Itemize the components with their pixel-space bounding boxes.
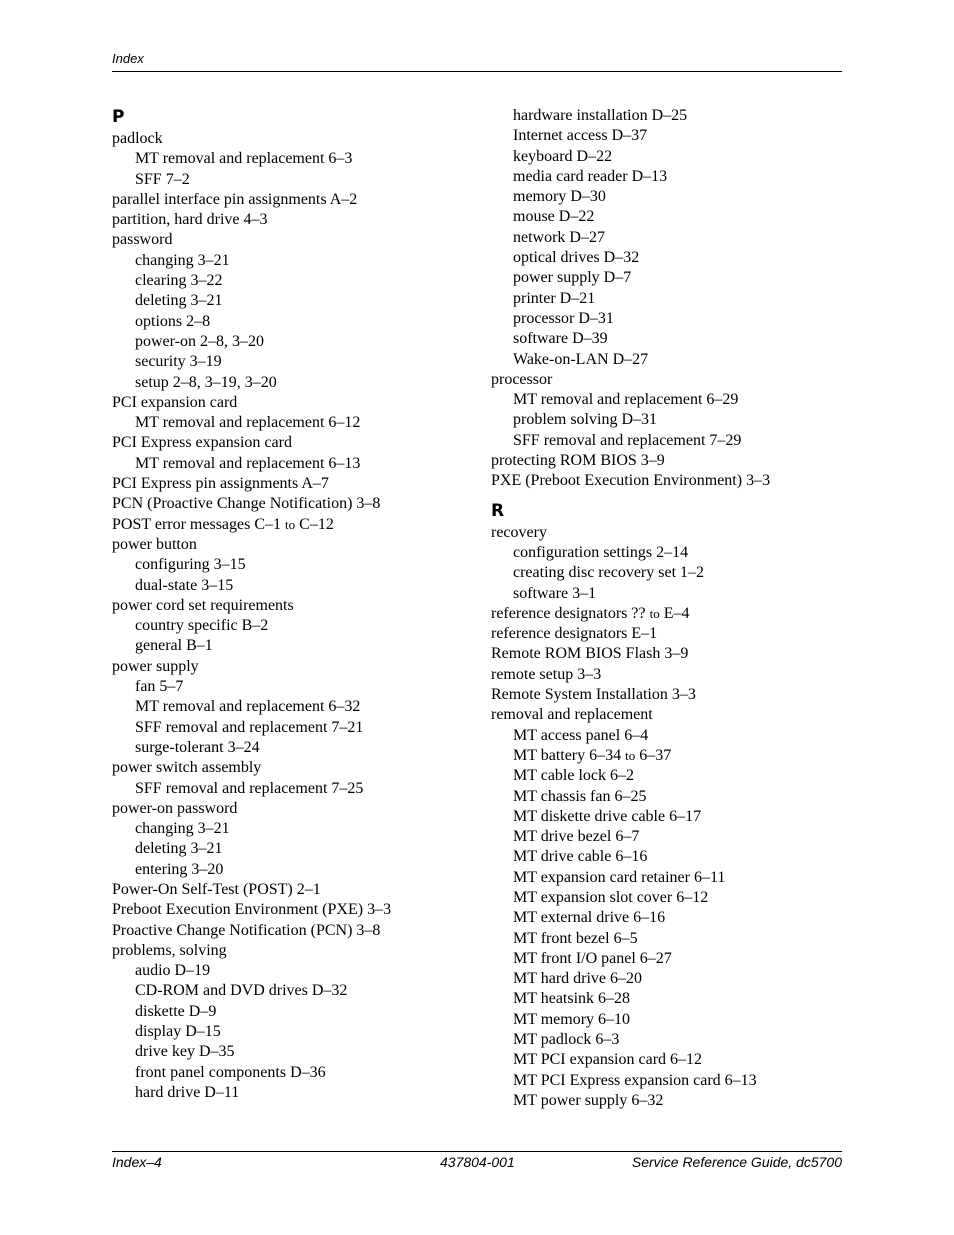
index-subentry: display D–15 [135, 1023, 221, 1041]
index-subentry: SFF removal and replacement 7–25 [135, 779, 364, 797]
index-subentry: power-on 2–8, 3–20 [135, 332, 264, 350]
index-subentry: MT PCI expansion card 6–12 [513, 1051, 703, 1069]
index-subentry: MT removal and replacement 6–12 [135, 414, 361, 432]
index-subentry: front panel components D–36 [135, 1063, 326, 1081]
index-subentry: MT padlock 6–3 [513, 1031, 620, 1049]
document-title: Service Reference Guide, dc5700 [631, 1154, 842, 1170]
index-subentry: MT removal and replacement 6–3 [135, 150, 353, 168]
index-entry: PCN (Proactive Change Notification) 3–8 [112, 495, 381, 513]
running-header: Index [112, 51, 144, 66]
index-subentry: Internet access D–37 [513, 127, 648, 145]
index-subentry: SFF removal and replacement 7–21 [135, 718, 364, 736]
index-entry: partition, hard drive 4–3 [112, 211, 268, 229]
index-entry: remote setup 3–3 [491, 665, 602, 683]
index-subentry: MT diskette drive cable 6–17 [513, 807, 702, 825]
index-subentry: dual-state 3–15 [135, 576, 234, 594]
index-subentry: MT access panel 6–4 [513, 726, 649, 744]
index-subentry: MT expansion slot cover 6–12 [513, 888, 709, 906]
index-entry: PCI Express expansion card [112, 434, 292, 452]
index-entry: power button [112, 535, 197, 553]
index-subentry: diskette D–9 [135, 1002, 217, 1020]
index-subentry: media card reader D–13 [513, 167, 668, 185]
index-subentry: surge-tolerant 3–24 [135, 738, 260, 756]
range-end: C–12 [299, 515, 334, 533]
index-subentry: keyboard D–22 [513, 147, 613, 165]
index-subentry: MT drive bezel 6–7 [513, 828, 640, 846]
index-subentry: CD-ROM and DVD drives D–32 [135, 982, 348, 1000]
index-entry: padlock [112, 130, 163, 147]
index-subentry: MT removal and replacement 6–29 [513, 391, 739, 409]
page-number: Index–4 [112, 1154, 162, 1170]
index-subentry: drive key D–35 [135, 1043, 235, 1061]
index-entry: removal and replacement [491, 706, 653, 724]
index-subentry: MT power supply 6–32 [513, 1091, 664, 1109]
index-subentry: MT removal and replacement 6–13 [135, 454, 361, 472]
index-subentry: MT chassis fan 6–25 [513, 787, 647, 805]
index-column-right [491, 106, 841, 1111]
document-number: 437804-001 [440, 1154, 515, 1170]
index-subentry: configuration settings 2–14 [513, 543, 689, 561]
index-subentry: memory D–30 [513, 188, 606, 206]
index-subentry: SFF 7–2 [135, 170, 190, 188]
index-subentry: changing 3–21 [135, 251, 230, 269]
index-subentry: printer D–21 [513, 289, 596, 307]
index-entry: protecting ROM BIOS 3–9 [491, 452, 665, 470]
index-entry: PXE (Preboot Execution Environment) 3–3 [491, 472, 771, 490]
index-subentry: MT memory 6–10 [513, 1010, 631, 1028]
index-entry: PCI expansion card [112, 393, 238, 411]
index-subentry: power supply D–7 [513, 269, 632, 287]
index-subentry-range [491, 746, 841, 766]
index-entry: Proactive Change Notification (PCN) 3–8 [112, 921, 381, 939]
index-subentry: changing 3–21 [135, 820, 230, 838]
range-start: POST error messages C–1 [112, 515, 282, 533]
index-entry-range [112, 515, 482, 535]
index-entry: Power-On Self-Test (POST) 2–1 [112, 880, 321, 898]
index-subentry: hard drive D–11 [135, 1083, 240, 1101]
index-subentry: general B–1 [135, 637, 213, 655]
index-subentry: MT front I/O panel 6–27 [513, 949, 672, 967]
index-subentry: clearing 3–22 [135, 272, 223, 290]
index-entry: power supply [112, 657, 199, 675]
index-entry: reference designators E–1 [491, 625, 658, 643]
index-subentry: processor D–31 [513, 309, 614, 327]
index-subentry: security 3–19 [135, 353, 222, 371]
index-subentry: MT drive cable 6–16 [513, 848, 648, 866]
index-entry-range [491, 604, 841, 624]
range-start: MT battery 6–34 [513, 746, 622, 764]
index-subentry: setup 2–8, 3–19, 3–20 [135, 373, 277, 391]
range-to: to [649, 605, 660, 621]
index-entry: power cord set requirements [112, 596, 294, 614]
header-rule [112, 71, 842, 72]
index-subentry: MT external drive 6–16 [513, 909, 666, 927]
range-to: to [625, 747, 636, 763]
index-subentry: Wake-on-LAN D–27 [513, 350, 649, 368]
index-subentry: optical drives D–32 [513, 249, 640, 267]
index-subentry: MT front bezel 6–5 [513, 929, 638, 947]
index-subentry: hardware installation D–25 [513, 107, 688, 124]
index-subentry: country specific B–2 [135, 617, 269, 635]
index-subentry: software D–39 [513, 330, 608, 348]
index-subentry: MT removal and replacement 6–32 [135, 698, 361, 716]
index-subentry: configuring 3–15 [135, 556, 246, 574]
range-end: E–4 [663, 604, 690, 622]
index-subentry: network D–27 [513, 228, 605, 246]
index-subentry: mouse D–22 [513, 208, 595, 226]
index-entry: power-on password [112, 799, 238, 817]
index-entry: recovery [491, 523, 547, 541]
index-entry: problems, solving [112, 941, 227, 959]
index-entry: PCI Express pin assignments A–7 [112, 475, 329, 493]
index-subentry: creating disc recovery set 1–2 [513, 564, 705, 582]
index-subentry: MT heatsink 6–28 [513, 990, 631, 1008]
index-entry: Remote ROM BIOS Flash 3–9 [491, 645, 689, 663]
index-subentry: deleting 3–21 [135, 292, 223, 310]
section-letter-r: R [491, 500, 505, 521]
index-subentry: deleting 3–21 [135, 840, 223, 858]
index-subentry: audio D–19 [135, 962, 211, 980]
index-entry: parallel interface pin assignments A–2 [112, 190, 358, 208]
range-end: 6–37 [639, 746, 672, 764]
index-subentry: software 3–1 [513, 584, 597, 602]
index-subentry: MT hard drive 6–20 [513, 970, 643, 988]
index-subentry: entering 3–20 [135, 860, 224, 878]
section-letter-p: P [112, 107, 125, 127]
index-entry: Preboot Execution Environment (PXE) 3–3 [112, 901, 392, 919]
index-entry: password [112, 231, 173, 249]
index-column-left [112, 106, 482, 1103]
index-subentry: fan 5–7 [135, 678, 184, 696]
index-entry: power switch assembly [112, 759, 262, 777]
index-entry: Remote System Installation 3–3 [491, 686, 696, 704]
index-subentry: MT expansion card retainer 6–11 [513, 868, 726, 886]
index-subentry: SFF removal and replacement 7–29 [513, 431, 742, 449]
footer-rule [112, 1151, 842, 1152]
range-start: reference designators ?? [491, 604, 646, 622]
index-entry: processor [491, 370, 553, 388]
index-subentry: MT cable lock 6–2 [513, 767, 635, 785]
range-to: to [285, 516, 296, 532]
index-subentry: options 2–8 [135, 312, 211, 330]
index-subentry: problem solving D–31 [513, 411, 657, 429]
index-subentry: MT PCI Express expansion card 6–13 [513, 1071, 757, 1089]
